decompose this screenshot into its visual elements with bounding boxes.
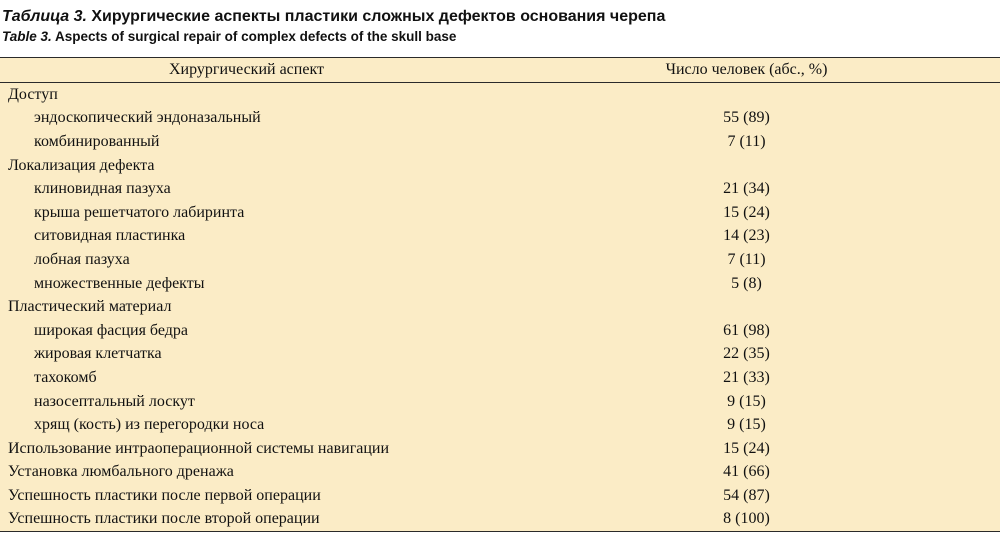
- table-row: [0, 484, 1000, 508]
- caption-russian: [2, 6, 1000, 28]
- count-value: 15 (24): [723, 203, 770, 221]
- count-value: 15 (24): [723, 439, 770, 457]
- caption-russian-label: Таблица 3.: [2, 8, 87, 25]
- table-row: [0, 248, 1000, 272]
- surgical-aspects-table: [0, 57, 1000, 532]
- caption-russian-title: Хирургические аспекты пластики сложных дефектов основания черепа: [91, 8, 666, 25]
- aspect-category: Использование интраоперационной системы навигации: [8, 439, 390, 457]
- aspect-category: Установка люмбального дренажа: [8, 463, 234, 481]
- aspect-subitem: эндоскопический эндоназальный: [34, 109, 261, 127]
- count-value: 21 (34): [723, 180, 770, 198]
- count-value: 7 (11): [727, 132, 766, 150]
- table-row: [0, 107, 1000, 131]
- aspect-category: Успешность пластики после второй операции: [8, 510, 320, 528]
- aspect-subitem: ситовидная пластинка: [34, 227, 186, 245]
- table-row: [0, 295, 1000, 319]
- aspect-subitem: комбинированный: [34, 132, 160, 150]
- count-value: 61 (98): [723, 321, 770, 339]
- aspect-subitem: лобная пазуха: [34, 250, 130, 268]
- table-row: [0, 201, 1000, 225]
- count-value: [493, 154, 1000, 178]
- aspect-subitem: клиновидная пазуха: [34, 180, 171, 198]
- table-row: [0, 390, 1000, 414]
- aspect-category: Доступ: [8, 85, 58, 103]
- table-row: [0, 319, 1000, 343]
- caption-english-title: Aspects of surgical repair of complex defects of the skull base: [55, 29, 457, 44]
- aspect-subitem: широкая фасция бедра: [34, 321, 188, 339]
- aspect-category: Успешность пластики после первой операции: [8, 486, 321, 504]
- table-header: [0, 58, 1000, 83]
- table-body: [0, 83, 1000, 532]
- aspect-category: Локализация дефекта: [8, 156, 155, 174]
- aspect-category: Пластический материал: [8, 298, 172, 316]
- aspect-subitem: назосептальный лоскут: [34, 392, 195, 410]
- table-row: [0, 508, 1000, 532]
- table-row: [0, 413, 1000, 437]
- count-value: 21 (33): [723, 368, 770, 386]
- count-value: 7 (11): [727, 250, 766, 268]
- count-value: 54 (87): [723, 486, 770, 504]
- table-row: [0, 437, 1000, 461]
- count-value: 55 (89): [723, 109, 770, 127]
- caption-english-label: Table 3.: [2, 29, 52, 44]
- table-caption: [0, 0, 1000, 46]
- caption-english: [2, 28, 1000, 46]
- count-value: 9 (15): [727, 416, 766, 434]
- aspect-subitem: крыша решетчатого лабиринта: [34, 203, 245, 221]
- aspect-subitem: хрящ (кость) из перегородки носа: [34, 416, 265, 434]
- count-value: [493, 83, 1000, 107]
- count-value: 22 (35): [723, 345, 770, 363]
- count-value: 14 (23): [723, 227, 770, 245]
- table-row: [0, 83, 1000, 107]
- aspect-subitem: жировая клетчатка: [34, 345, 162, 363]
- aspect-subitem: множественные дефекты: [34, 274, 205, 292]
- count-value: 41 (66): [723, 463, 770, 481]
- table-container: [0, 57, 1000, 532]
- table-row: [0, 225, 1000, 249]
- table-row: [0, 272, 1000, 296]
- count-value: 8 (100): [723, 510, 770, 528]
- count-value: 9 (15): [727, 392, 766, 410]
- table-row: [0, 130, 1000, 154]
- count-value: [493, 295, 1000, 319]
- aspect-subitem: тахокомб: [34, 368, 97, 386]
- table-row: [0, 461, 1000, 485]
- header-row: [0, 58, 1000, 83]
- table-row: [0, 154, 1000, 178]
- table-row: [0, 177, 1000, 201]
- table-row: [0, 366, 1000, 390]
- count-value: 5 (8): [731, 274, 762, 292]
- header-count: Число человек (абс., %): [493, 58, 1000, 83]
- header-aspect: Хирургический аспект: [0, 58, 493, 83]
- table-row: [0, 343, 1000, 367]
